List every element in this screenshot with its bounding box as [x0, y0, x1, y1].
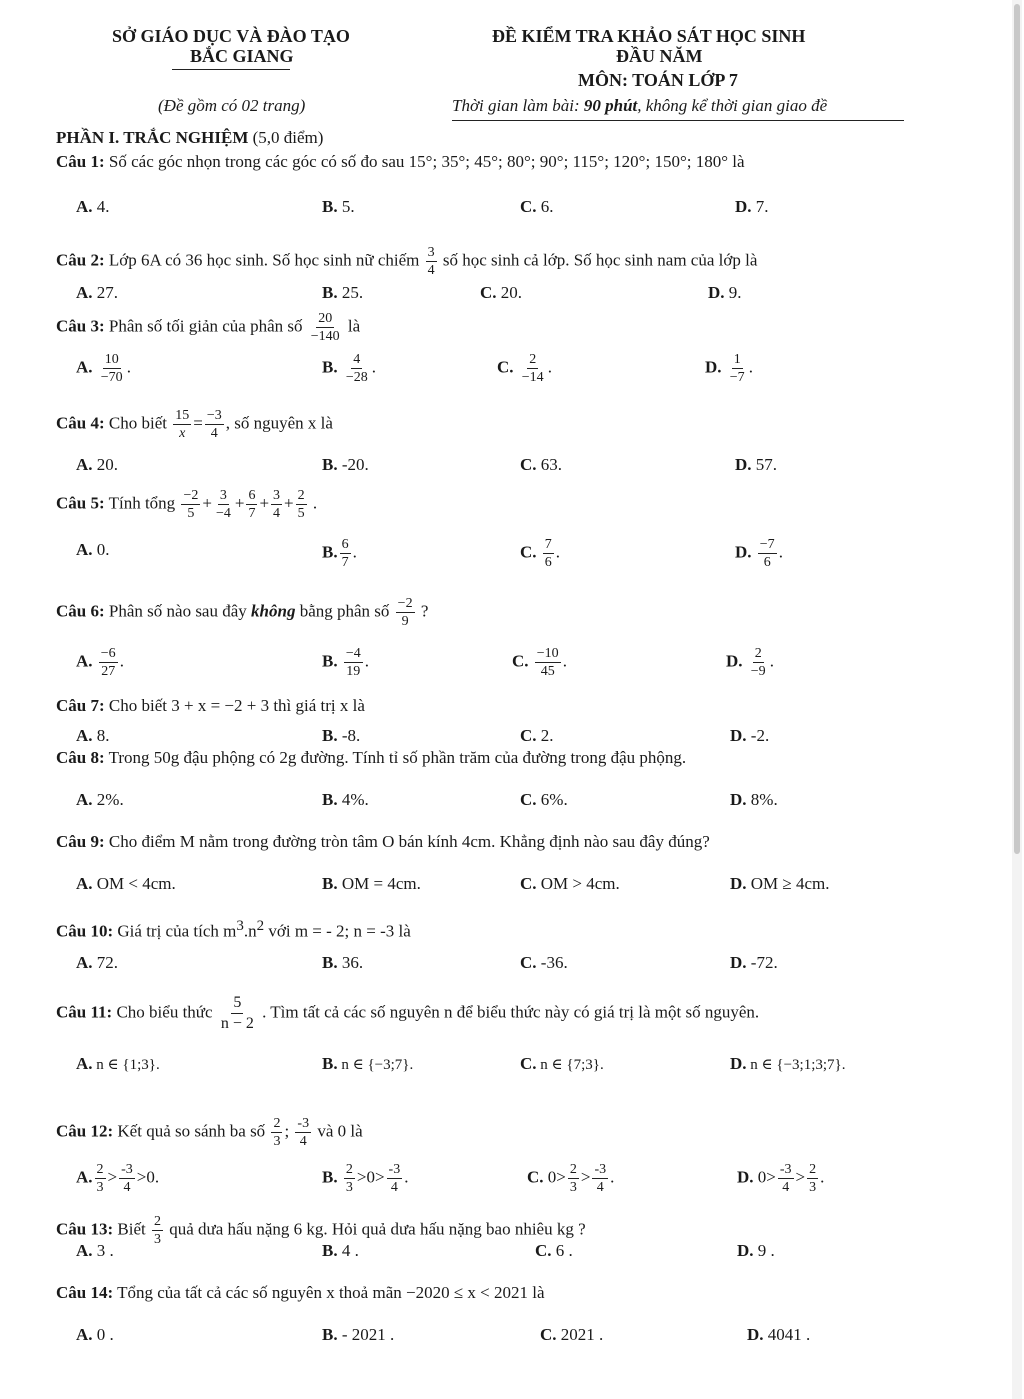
q9-option-a: A. OM < 4cm.: [76, 874, 176, 893]
question-8: Câu 8: Trong 50g đậu phộng có 2g đường. Tính tỉ số phần trăm của đường trong đậu phộng.: [56, 748, 687, 767]
question-11: Câu 11: Cho biểu thức $\frac{5}{n - 2}$ . Tìm tất cả các số nguyên n để biểu thức này có giá trị là một số nguyên.: [56, 994, 760, 1032]
exam-subtitle: ĐẦU NĂM: [616, 46, 703, 66]
q11-option-d: D. n ∈ {−3;1;3;7}.: [730, 1054, 846, 1073]
q8-option-d: D. 8%.: [730, 790, 778, 809]
question-7: Câu 7: Cho biết 3 + x = −2 + 3 thì giá trị x là: [56, 696, 365, 715]
scrollbar-thumb[interactable]: [1014, 4, 1020, 854]
vertical-scrollbar[interactable]: [1012, 0, 1022, 1399]
q4-option-c: C. 63.: [520, 455, 563, 474]
question-2: Câu 2: Lớp 6A có 36 học sinh. Số học sinh nữ chiếm $\frac{3}{4}$ số học sinh cả lớp. Số học sinh nam của lớp là: [56, 245, 758, 278]
q7-option-a: A. 8.: [76, 726, 110, 745]
department-name: SỞ GIÁO DỤC VÀ ĐÀO TẠO: [112, 26, 350, 46]
q8-option-b: B. 4%.: [322, 790, 369, 809]
exam-title: ĐỀ KIỂM TRA KHẢO SÁT HỌC SINH: [492, 26, 806, 46]
q14-option-b: B. - 2021 .: [322, 1325, 395, 1344]
q1-option-c: C. 6.: [520, 197, 554, 216]
q10-option-b: B. 36.: [322, 953, 364, 972]
q11-option-a: A. n ∈ {1;3}.: [76, 1054, 160, 1073]
subject-name: MÔN: TOÁN LỚP 7: [578, 70, 738, 90]
q5-option-d: D. $\frac{-7}{6}$ .: [735, 537, 783, 570]
question-6: Câu 6: Phân số nào sau đây không bằng phân số $\frac{-2}{9}$ ?: [56, 596, 429, 629]
question-12: Câu 12: Kết quả so sánh ba số $\frac{2}{3}$ ; $\frac{-3}{4}$ và 0 là: [56, 1116, 363, 1149]
q13-option-d: D. 9 .: [737, 1241, 775, 1260]
q10-option-d: D. -72.: [730, 953, 778, 972]
province-name: BẮC GIANG: [190, 46, 294, 66]
question-4: Câu 4: Cho biết $\frac{15}{x}$ = $\frac{-3}{4}$ , số nguyên x là: [56, 408, 333, 441]
question-5: Câu 5: Tính tổng $\frac{-2}{5}$ + $\frac{3}{-4}$ + $\frac{6}{7}$ + $\frac{3}{4}$ + $\frac{2}{5}$ .: [56, 488, 318, 521]
q3-option-d: D. $\frac{1}{-7}$ .: [705, 352, 753, 385]
q1-option-a: A. 4.: [76, 197, 110, 216]
q5-option-b: B. $\frac{6}{7}$ .: [322, 537, 357, 570]
q2-option-a: A. 27.: [76, 283, 119, 302]
q13-option-b: B. 4 .: [322, 1241, 359, 1260]
q10-option-a: A. 72.: [76, 953, 119, 972]
q3-option-b: B. $\frac{4}{-28}$ .: [322, 352, 376, 385]
q9-option-b: B. OM = 4cm.: [322, 874, 421, 893]
q11-option-c: C. n ∈ {7;3}.: [520, 1054, 604, 1073]
question-13: Câu 13: Biết $\frac{2}{3}$ quả dưa hấu nặng 6 kg. Hỏi quả dưa hấu nặng bao nhiêu kg ?: [56, 1214, 586, 1247]
q2-option-c: C. 20.: [480, 283, 523, 302]
q7-option-c: C. 2.: [520, 726, 554, 745]
q5-option-a: A. 0.: [76, 540, 110, 559]
time-note: Thời gian làm bài: 90 phút, không kể thời gian giao đề: [452, 96, 828, 115]
header-underline-right: [452, 120, 904, 121]
q12-option-b: B. $\frac{2}{3}$ >0> $\frac{-3}{4}$ .: [322, 1162, 409, 1195]
question-10: Câu 10: Giá trị của tích $m^3.n^2$ với m = - 2; n = -3 là: [56, 918, 411, 941]
q9-option-d: D. OM ≥ 4cm.: [730, 874, 830, 893]
q2-fraction: $\frac{3}{4}$: [427, 245, 435, 278]
q3-option-a: A. $\frac{10}{-70}$ .: [76, 352, 131, 385]
q6-option-c: C. $\frac{-10}{45}$ .: [512, 646, 567, 679]
q14-option-d: D. 4041 .: [747, 1325, 811, 1344]
q8-option-c: C. 6%.: [520, 790, 568, 809]
q1-option-d: D. 7.: [735, 197, 769, 216]
q2-option-d: D. 9.: [708, 283, 742, 302]
q2-option-b: B. 25.: [322, 283, 364, 302]
q13-option-c: C. 6 .: [535, 1241, 573, 1260]
q6-option-b: B. $\frac{-4}{19}$ .: [322, 646, 369, 679]
question-1: Câu 1: Số các góc nhọn trong các góc có số đo sau 15°; 35°; 45°; 80°; 90°; 115°; 120°; 150°; 180° là: [56, 152, 745, 171]
question-14: Câu 14: Tổng của tất cả các số nguyên x thoả mãn −2020 ≤ x < 2021 là: [56, 1283, 545, 1302]
q6-option-a: A. $\frac{-6}{27}$ .: [76, 646, 124, 679]
q3-fraction: $\frac{20}{-140}$: [310, 311, 340, 344]
q13-option-a: A. 3 .: [76, 1241, 114, 1260]
q14-option-c: C. 2021 .: [540, 1325, 604, 1344]
question-3: Câu 3: Phân số tối giản của phân số $\frac{20}{-140}$ là: [56, 311, 361, 344]
q5-option-c: C. $\frac{7}{6}$ .: [520, 537, 561, 570]
q10-option-c: C. -36.: [520, 953, 568, 972]
q3-option-c: C. $\frac{2}{-14}$ .: [497, 352, 552, 385]
q8-option-a: A. 2%.: [76, 790, 124, 809]
q6-option-d: D. $\frac{2}{-9}$ .: [726, 646, 774, 679]
q14-option-a: A. 0 .: [76, 1325, 114, 1344]
q4-option-d: D. 57.: [735, 455, 778, 474]
q9-option-c: C. OM > 4cm.: [520, 874, 620, 893]
q1-option-b: B. 5.: [322, 197, 355, 216]
q12-option-d: D. 0> $\frac{-3}{4}$ > $\frac{2}{3}$ .: [737, 1162, 825, 1195]
q11-option-b: B. n ∈ {−3;7}.: [322, 1054, 414, 1073]
q12-option-a: A. $\frac{2}{3}$ > $\frac{-3}{4}$ >0.: [76, 1162, 160, 1195]
q7-option-d: D. -2.: [730, 726, 770, 745]
q12-option-c: C. 0> $\frac{2}{3}$ > $\frac{-3}{4}$ .: [527, 1162, 615, 1195]
q7-option-b: B. -8.: [322, 726, 361, 745]
q4-option-b: B. -20.: [322, 455, 369, 474]
q4-option-a: A. 20.: [76, 455, 119, 474]
header-underline-left: [172, 69, 290, 70]
page-count-note: (Đề gồm có 02 trang): [158, 96, 306, 115]
question-9: Câu 9: Cho điểm M nằm trong đường tròn tâm O bán kính 4cm. Khẳng định nào sau đây đúng?: [56, 832, 710, 851]
section-title: PHẦN I. TRẮC NGHIỆM (5,0 điểm): [56, 128, 324, 147]
